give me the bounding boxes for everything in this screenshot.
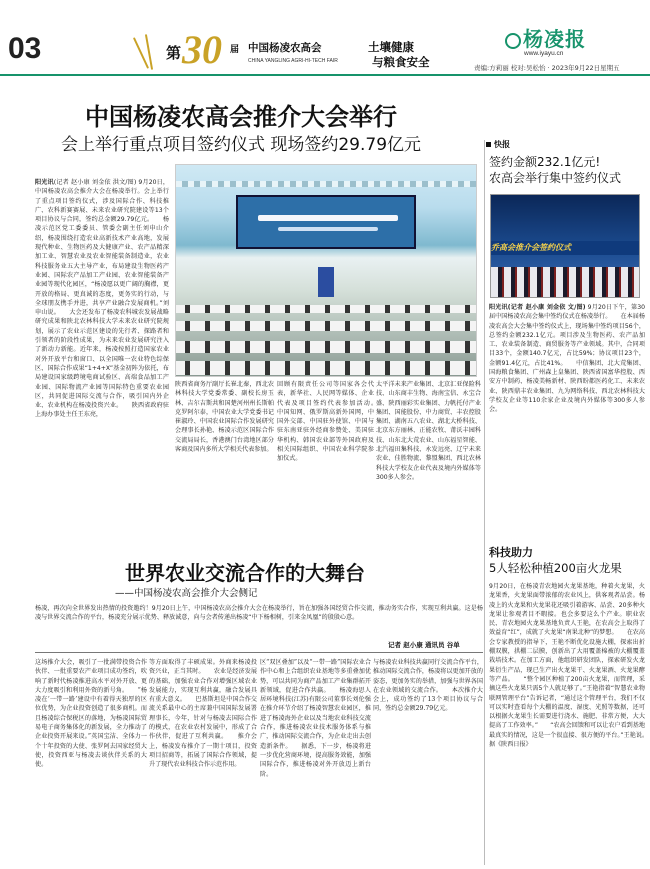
byline-reporters: (记者 赵小康 刘金依 洪文/图) [53,179,137,186]
article-column: 太平洋未来产业集团、北京汇亚保险科技、山东商丰生物、海南宝信、永宝合盛、陕西丽彩实业集团、力帆托付产业集团、国能股份、中力商贸、丰农控股集团、湖南五八农业、湖北大桥科技、北京东方丽林、正能农牧、莆沃丰园科技、山东北大荒农业、山东福星智能、北汽福田集科技、永发远亮、辽宁未来农业、佳胜物流、黎盟集团、西北农林科技大学校友企业代表及境内外媒体等300多人参会。 [376,381,481,481]
feature-rule [35,652,483,653]
article-subtitle: 会上举行重点项目签约仪式 现场签约29.79亿元 [60,135,422,155]
flash-byline: 阳光讯(记者 赵小康 刘金依 文/图) [489,304,586,311]
stage-lights [176,181,477,187]
tech-article-text: 9月20日，在杨凌青农地园火龙果基地，种着火龙果，火龙果香，火龙果面带浓郁的农业风上，供客观者品尝。杨凌上的火龙果和火龙果花还吸引着游客、品尝、20多种火龙果让参观者目不暇接。也会多要这么个产业。职业农民、青农地园火龙果基地负责人王艳，在农高会上取得了效益育“红”，成就了火龙果“南果北种”的梦想。 在农高会专家教授的指导下，王艳不断优化设施大棚，探索出折棚双膜，拱棚二层膜，创新出了大用覆盖棉被的大棚覆盖栽培技术。在加工方面，他组织研发团队，探索研发火龙果衍生产品，现已生产出火龙果干、火龙果酒、火龙果酵等产品。 “整个园区种植了200亩火龙果，而管理，采摘这些火龙果只需5个人就足够了。”王艳指着“智慧农业物联网管理平台”告诉记者，“通过这个管理平台，我们不仅可以实时查看每个大棚的温度、湿度、光照等数据，还可以根据火龙果生长需要进行浇水、施肥、非常方便，大大提高了工作效率。” “农高会回馈和可以让农户看到基地最真实的情况，这是一个很直接、很方便的平台。”王艳说。 据《陕西日报》 [489,583,645,749]
audience-row [176,321,477,331]
feature-subtitle: ——中国杨凌农高会推介大会侧记 [115,588,258,599]
feature-lead: 杨凌，再次向全世界发出热情的投资邀约！9月20日上午，中国杨凌农高会推介大会在杨凌举行，旨在加强各国经贸合作交流，推动务实合作，实现互利共赢。这是杨凌与世界交流合作的平台，杨凌充分展示优势、释放诚意，向与会者传递出杨凌“中下杨相树，引来金凤凰”的殷殷心意。 [35,605,483,622]
byline-name: 阳光讯 [35,179,54,186]
slogan [368,40,430,70]
flash-article [489,303,645,543]
banner-title: 中国杨凌农高会 [248,42,322,54]
masthead-rule [0,74,650,76]
slogan-line: 土壤健康 [368,40,414,54]
article-text: 9月20日，中国杨凌农高会推介大会在杨凌举行。会上举行了重点项目签约仪式，涉及国际合作、科技推广、农科新赛赛展、未来农业研究院建设等13个项目协议与合同，签约总金额29.79亿元。 杨凌示范区党工委委员、管委会副主任刘申山介绍，杨凌围绕打造农业高新技术产业高地，发展现代种业、生物医药及大健康产业、农产品精深加工业、智慧农业及农业智能装备制造业，农业科技服务业五大主导产业，布局建设生物医药产业园、国际农产品加工产业园、农业智能装备产业园等现代化园区，“杨凌愿以更广阔的胸襟，更开放的格局、更真诚的态度，更务实的行动，与全球朋友携手并进，共享产业融合发展商机。”刘申山说。 大会还发布了杨凌农科城农发展战略研究成果和陕北农林科技大学未来农业研究院规划，展示了农业示范区建设的先行者、探路者和引领者的阶段性成果，为未来农业发展研究注入了新动力新能。近年来，杨凌按照打造国家农业对外开放平台和窗口、以全国唯一农业特色综保区、国际合作成果“1+4+X”基金初阵为依托，布局建设国家级跨境电商试验区、高端食品加工产业园、国际物流产业园等国际特色重要农业园区，共同促进国际交流与合作，吸引国内外企业、农业机构在杨凌投资兴业。 陕西省政府驻上海办事处主任王东亮， [35,179,169,419]
newspaper-logo: 杨凌报 [505,27,586,51]
feature-column: 这场推介大会，吸引了一批满带投资合作伙伴、一批重要农产业项目成功签约，吹响了新时代杨凌推进高水平对外开放、更大力度吸引和利用外资的新号角。 “杨凌在‘一带一路’建设中有着得天独厚的区位优势，为企业投资创造了很多商机。而且杨凌综合保税区的落地，为杨凌国际贸易电子商务集体化的新发展，全力推动了企业投资开展来设。”英国宝洁、全体力一个十年投资的大使、张罗阿去国家经贸大使，投资西亚与杨凌去谈伙伴关系的大使。 [35,659,147,769]
column-divider [484,140,485,865]
website-url: www.iyayu.cn [524,50,564,57]
feature-column: 区“双区叠加”以及“一带一路”国际农业合作中心和上合组织农业基地等多重叠加优势，可以共同为商产品加工产业集群拓开新领域，促进合作共赢。 杨凌海思人居环境科技(江苏)有限公司董事长刘伦强在推介环节介绍了杨凌智慧农业园区，推进了杨凌海外企业以及当地农业科技交流合作，推进杨凌农业技术服务体系与推广，推动国际交流合作，为企业走出去创造新条件。 据悉，下一步，杨凌将进一步优化营商环境，提高服务效能，加强国际合作，推进杨凌对外开放迈上新台阶。 [260,659,371,778]
flash-text: 9月20日下午，第30届中国杨凌农高会集中签约仪式在杨凌举行。 在本届杨凌农高会大会集中签约仪式上，现场集中签约项目56个，总签约金额232.1亿元。项目涉及生物医药、农产品加工、农业装备制造、商贸服务等产业领域。其中，合同项目33个，金额140.7亿元，占比59%；协议项目23个，金额91.4亿元，占比41%。 中信集团、北大荒集团、国海粮食集团、广州森上皇集团、陕西省国富华控股、西安方中制药、杨凌美畅新材、陕西盼都医药化工、未来农业、陕西鼎丰农业集团、九为网络科技、西北农林科技大学校友企业等110余家企业及境内外媒体等300多人参会。 [489,304,645,414]
fair-banner [70,27,338,74]
feature-title: 世界农业交流合作的大舞台 [125,561,365,585]
feature-column: 等方面取得了丰硕成果。外商来杨凌投资兴业，正当其时。 农业是经济发展的基础，加强农业合作对增强区域农业发展能力，实现互利共赢，融合发展具有重大意义。 巴基斯坦是中国合作交流关系最中心的主席兼中国国际发展署理事长，今年，针对与杨凌去国际合作的模式，在农业农村发展中，形成了合作伙伴，促进了互利共赢。 推介会上，杨凌发布推介了一期十项目，投资项目招商等，拓展了国际合作领域，提升了现代农业科技合作示范作用。 [149,659,257,769]
banner-number: 30 [182,27,222,72]
article-column: 陕西省商务厅副厅长崔北秦，西北农林科技大学党委常委、副校长房玉林、吉尔吉斯共和国楚河州州长斯帕克罗阿尔泰，中国农业大学党委书记崔淑玲、中国农业国际合作发展研究会理事长孙艳、杨凌示范区国际合作交流局局长，香港澳门台湾地区部分客商及国内多所大学相关代表参加。 [175,381,274,454]
photo-caption: 乔高会推介会签约仪式 [491,243,571,252]
conference-photo [175,164,477,377]
banner-suffix: 届 [230,45,240,55]
news-flash-label: 快报 [486,140,510,150]
audience-row [176,305,477,313]
banner-prefix: 第 [166,44,182,62]
signing-people [491,267,640,298]
stage-screen [236,195,416,249]
article-title: 中国杨凌农高会推介大会举行 [85,103,397,131]
tech-article-title: 科技助力 [489,546,533,559]
slogan-line: 与粮食安全 [372,55,430,69]
page-number: 03 [8,32,42,65]
tech-article-subtitle: 5人轻松种植200亩火龙果 [489,561,622,575]
article-column: 回顾有限责任公司等国家各会代表，新华社、人民网等媒体、企业代表及项目签约代表参加活动。 中国知网、俄罗斯高新外国网，中国外交部、中国驻外使馆、中国与驻东南亚驻外经商参赞处、美国驻华机构、韩国农业部等外国政府及相关国际组织、中国农业科学院参加仪式。 [277,381,374,463]
flash-title: 签约金额232.1亿元! 农高会举行集中签约仪式 [489,155,622,185]
feature-byline: 记者 赵小康 通讯员 谷单 [388,641,460,649]
issue-info: 责编:方莉丽 校对:吴松怡 · 2023年9月22日星期五 [474,64,620,72]
logo-circle-icon [505,33,521,49]
article-column [35,178,169,438]
signing-photo [490,194,640,298]
feature-column: 与杨凌农业科技共赢同行交流合作平台，推动国际交流合作，杨凌将以更加开放的姿态，更加务实的举措，加强与世界各国在农业领域的交流合作。 本次推介大会上，成功签约了13个项目协议与合同，签约总金额29.79亿元。 [373,659,483,713]
audience-row [176,361,477,375]
audience-row [176,341,477,353]
banner-subtitle-en: CHINA YANGLING AGRI-HI-TECH FAIR [248,58,338,64]
podium [318,267,334,297]
